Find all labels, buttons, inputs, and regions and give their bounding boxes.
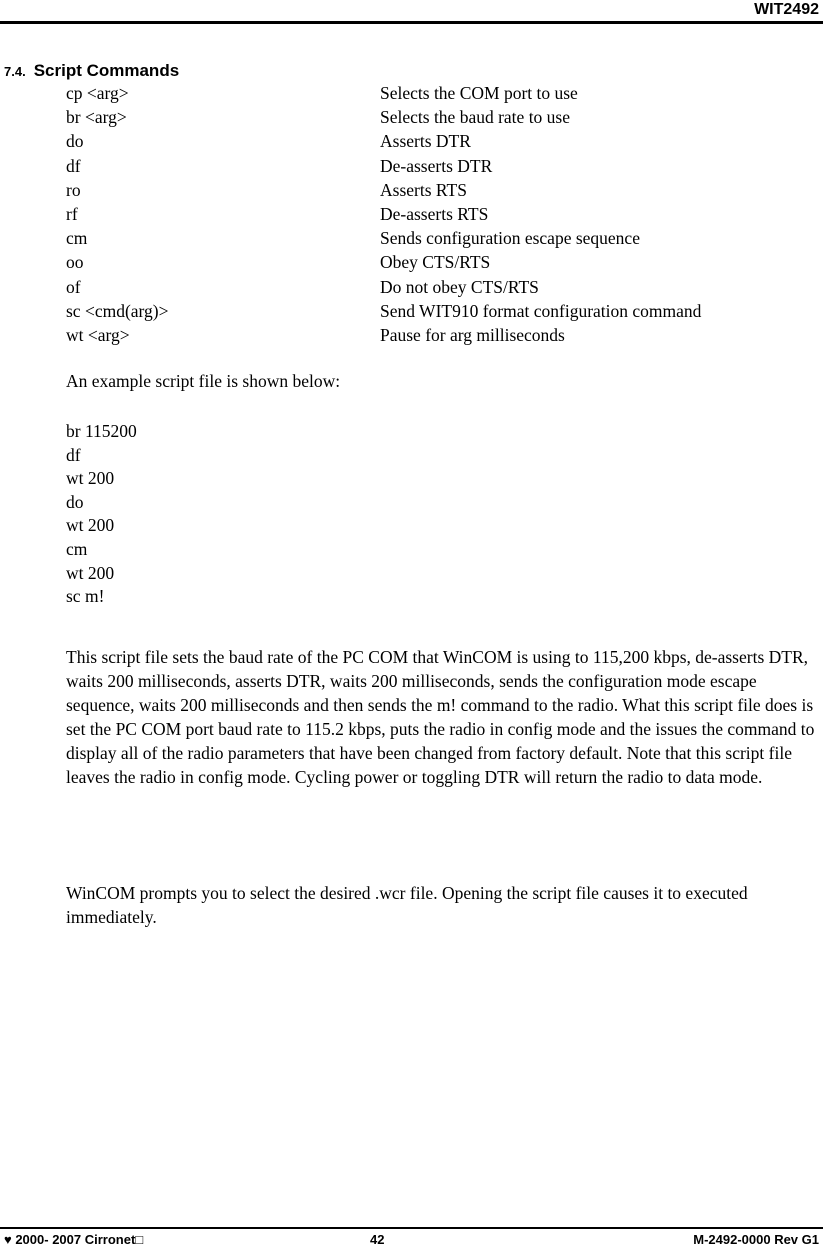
command-name: oo bbox=[66, 252, 84, 273]
command-row bbox=[66, 299, 806, 323]
script-line: cm bbox=[66, 538, 88, 559]
command-row bbox=[66, 275, 806, 299]
command-description: Selects the COM port to use bbox=[380, 83, 578, 103]
command-row bbox=[66, 323, 806, 347]
command-row bbox=[66, 154, 806, 178]
command-description: Pause for arg milliseconds bbox=[380, 324, 565, 345]
script-line: wt 200 bbox=[66, 468, 115, 489]
command-name: br <arg> bbox=[66, 107, 127, 128]
explanation-paragraph: This script file sets the baud rate of the PC COM that WinCOM is using to 115,200 kbps, de-asserts DTR, waits 200 milliseconds, asserts DTR, waits 200 milliseconds, sends the configuration mode escape sequence, waits 200 milliseconds and then sends the m! command to the radio. What this script file does is set the PC COM port baud rate to 115.2 kbps, puts the radio in config mode and the issues the command to display all of the radio parameters that have been changed from factory default. Note that this script file leaves the radio in config mode. Cycling power or toggling DTR will return the radio to data mode. bbox=[66, 647, 815, 787]
footer-divider bbox=[0, 1227, 823, 1229]
script-line: br 115200 bbox=[66, 421, 137, 441]
command-name: cp <arg> bbox=[66, 83, 129, 103]
command-description: De-asserts DTR bbox=[380, 155, 493, 176]
document-header-title: WIT2492 bbox=[754, 1, 819, 18]
command-row bbox=[66, 250, 806, 274]
command-description: Do not obey CTS/RTS bbox=[380, 276, 539, 297]
command-row bbox=[66, 81, 806, 105]
prompt-paragraph: WinCOM prompts you to select the desired .wcr file. Opening the script file causes it to executed immediately. bbox=[66, 883, 748, 927]
command-name: wt <arg> bbox=[66, 324, 130, 345]
section-number: 7.4. bbox=[4, 64, 26, 79]
script-line: do bbox=[66, 491, 84, 512]
command-description: Asserts RTS bbox=[380, 179, 467, 200]
command-row bbox=[66, 129, 806, 153]
command-row bbox=[66, 105, 806, 129]
command-name: df bbox=[66, 155, 81, 176]
command-row bbox=[66, 178, 806, 202]
document-revision: M-2492-0000 Rev G1 bbox=[693, 1232, 819, 1247]
section-heading bbox=[4, 60, 179, 83]
command-name: do bbox=[66, 131, 84, 152]
command-name: cm bbox=[66, 228, 88, 249]
command-description: Obey CTS/RTS bbox=[380, 252, 491, 273]
script-line: df bbox=[66, 444, 81, 465]
page-footer bbox=[4, 1232, 819, 1250]
command-name: ro bbox=[66, 179, 81, 200]
command-description: Sends configuration escape sequence bbox=[380, 228, 640, 249]
command-description: Selects the baud rate to use bbox=[380, 107, 571, 128]
command-row bbox=[66, 226, 806, 250]
command-name: sc <cmd(arg)> bbox=[66, 300, 169, 321]
command-table bbox=[66, 81, 806, 347]
command-description: Asserts DTR bbox=[380, 131, 471, 152]
footer-copyright: ♥ 2000- 2007 Cirronet□ bbox=[4, 1232, 144, 1247]
command-name: rf bbox=[66, 203, 78, 224]
command-name: of bbox=[66, 276, 81, 297]
intro-paragraph: An example script file is shown below: bbox=[66, 371, 341, 391]
section-title: Script Commands bbox=[33, 61, 180, 80]
script-line: wt 200 bbox=[66, 515, 115, 536]
command-description: Send WIT910 format configuration command bbox=[380, 300, 702, 321]
page-number: 42 bbox=[370, 1232, 385, 1247]
header-divider bbox=[0, 21, 823, 24]
command-row bbox=[66, 202, 806, 226]
command-description: De-asserts RTS bbox=[380, 203, 489, 224]
script-line: sc m! bbox=[66, 586, 105, 607]
example-script bbox=[66, 420, 137, 609]
script-line: wt 200 bbox=[66, 562, 115, 583]
